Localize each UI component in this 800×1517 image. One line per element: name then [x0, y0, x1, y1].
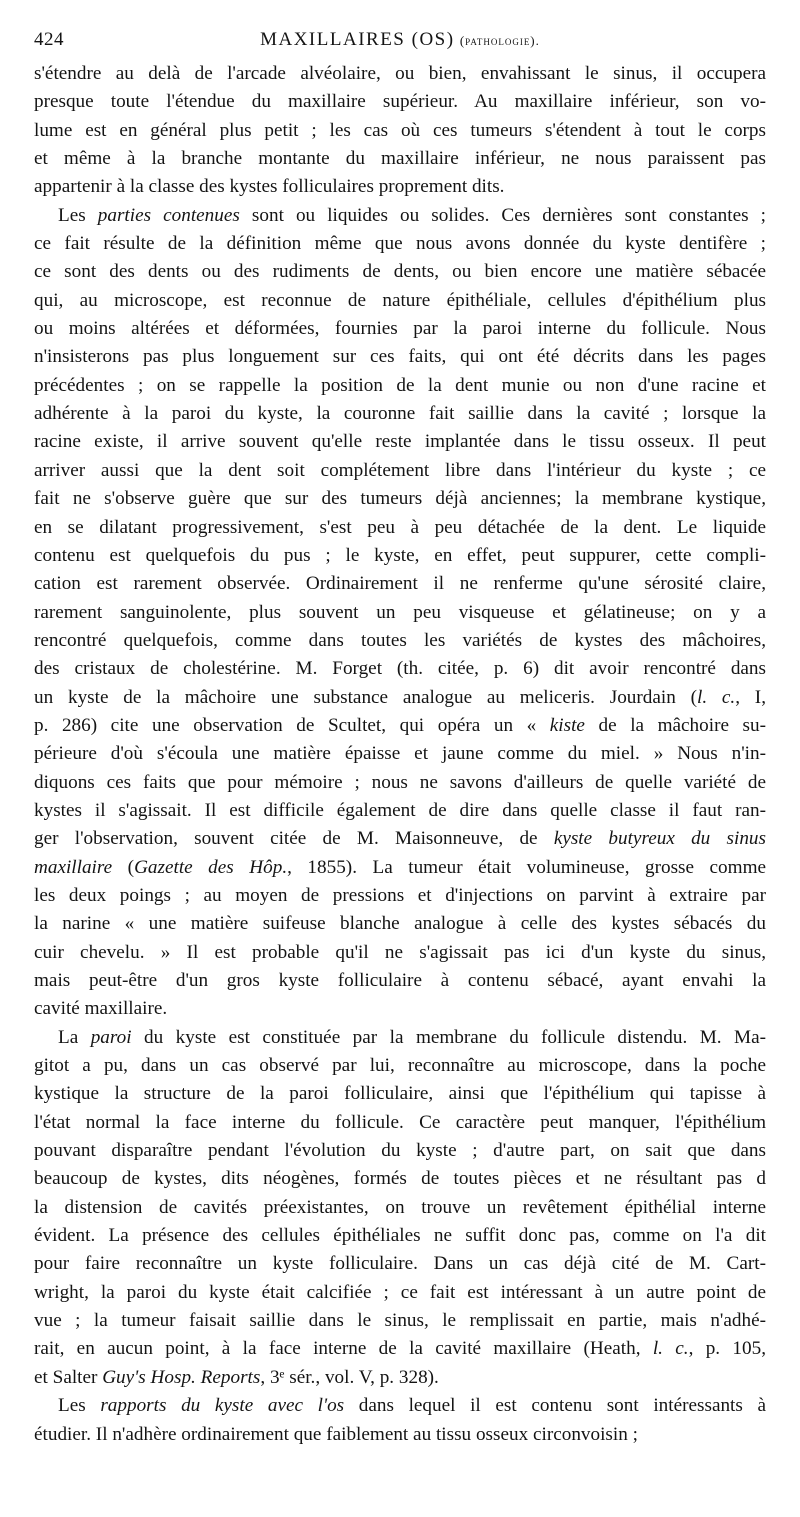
text-run: ( — [112, 856, 135, 878]
text-run: rarement sanguinolente, plus souvent un peu visqueuse et gélatineuse; on y a — [34, 601, 766, 623]
page-number: 424 — [34, 29, 64, 50]
text-run: des cristaux de cholestérine. M. Forget (th. citée, p. 6) dit avoir rencontré dans — [34, 658, 766, 680]
text-line — [34, 173, 766, 201]
text-line — [34, 684, 766, 712]
running-title-sub: (pathologie). — [459, 33, 540, 48]
paragraph — [34, 1024, 766, 1392]
text-run: p. 286) cite une observation de Scultet, qui opéra un « — [34, 714, 550, 736]
text-run: fait ne s'observe guère que sur des tumeurs déjà anciennes; la membrane kystique, — [34, 488, 766, 510]
text-line — [34, 1165, 766, 1193]
text-line — [34, 882, 766, 910]
text-line — [34, 1024, 766, 1052]
text-line — [34, 1109, 766, 1137]
book-page — [34, 20, 766, 1449]
text-run: Les — [58, 1395, 101, 1417]
text-run: périeure d'où s'écoula une matière épaisse et jaune comme du miel. » Nous n'in- — [34, 743, 766, 765]
text-run: un kyste de la mâchoire une substance analogue au meliceris. Jourdain ( — [34, 686, 697, 708]
text-run: ce fait résulte de la définition même que nous avons donnée du kyste dentifère ; — [34, 233, 766, 255]
text-run: du kyste est constituée par la membrane du follicule distendu. M. Ma- — [131, 1026, 766, 1048]
text-line — [34, 825, 766, 853]
text-run: qui, au microscope, est reconnue de nature épithéliale, cellules d'épithélium plus — [34, 289, 766, 311]
text-run: pour faire reconnaître un kyste folliculaire. Dans un cas déjà cité de M. Cart- — [34, 1253, 766, 1275]
text-run: rencontré quelquefois, comme dans toutes les variétés de kystes des mâchoires, — [34, 629, 766, 651]
text-line — [34, 939, 766, 967]
text-run: ce sont des dents ou des rudiments de dents, ou bien encore une matière sébacée — [34, 261, 766, 283]
text-line — [34, 1307, 766, 1335]
text-line — [34, 343, 766, 371]
text-line — [34, 60, 766, 88]
text-run: Les — [58, 204, 98, 226]
text-line — [34, 1335, 766, 1363]
text-run: adhérente à la paroi du kyste, la couronne fait saillie dans la cavité ; lorsque la — [34, 403, 766, 425]
text-run: racine existe, il arrive souvent qu'elle reste implantée dans le tissu osseux. Il peut — [34, 431, 766, 453]
text-line — [34, 740, 766, 768]
text-run: ou moins altérées et déformées, fournies par la paroi interne du follicule. Nous — [34, 318, 766, 340]
italic-run: kyste butyreux du sinus — [553, 828, 766, 850]
text-line — [34, 1250, 766, 1278]
text-run: contenu est quelquefois du pus ; le kyste, en effet, peut suppurer, cette compli- — [34, 544, 766, 566]
italic-run: Gazette des Hôp. — [134, 856, 288, 878]
text-line — [34, 542, 766, 570]
text-line — [34, 967, 766, 995]
text-line — [34, 202, 766, 230]
text-run: arriver aussi que la dent soit complétement libre dans l'intérieur du kyste ; ce — [34, 459, 766, 481]
text-line — [34, 230, 766, 258]
text-line — [34, 655, 766, 683]
text-run: , p. 105, — [688, 1338, 766, 1360]
text-line — [34, 485, 766, 513]
italic-run: paroi — [90, 1026, 132, 1048]
running-head — [34, 20, 766, 60]
paragraph — [34, 202, 766, 1024]
text-run: précédentes ; on se rappelle la position de la dent munie ou non d'une racine et — [34, 374, 766, 396]
text-line — [34, 1392, 766, 1420]
text-run: sont ou liquides ou solides. Ces dernières sont constantes ; — [239, 204, 766, 226]
text-line — [34, 428, 766, 456]
text-line — [34, 258, 766, 286]
text-line — [34, 797, 766, 825]
text-run: la narine « une matière suifeuse blanche analogue à celle des kystes sébacés du — [34, 913, 766, 935]
text-line — [34, 1222, 766, 1250]
text-run: mais peut-être d'un gros kyste folliculaire à contenu sébacé, ayant envahi la — [34, 970, 766, 991]
text-run: La — [58, 1026, 91, 1048]
text-run: kystique la structure de la paroi folliculaire, ainsi que l'épithélium qui tapisse à — [34, 1083, 766, 1105]
italic-run: parties contenues — [97, 204, 240, 226]
text-line — [34, 88, 766, 116]
text-line — [34, 627, 766, 655]
text-line — [34, 995, 766, 1023]
text-run: cuir chevelu. » Il est probable qu'il ne s'agissait pas ici d'un kyste du sinus, — [34, 941, 766, 963]
italic-run: Guy's Hosp. Reports — [102, 1366, 261, 1388]
italic-run: maxillaire — [34, 856, 113, 878]
text-line — [34, 1137, 766, 1165]
text-run: cavité maxillaire. — [34, 998, 168, 1020]
text-run: , I, — [735, 686, 766, 708]
paragraph — [34, 1392, 766, 1449]
text-run: beaucoup de kystes, dits néogènes, formés de toutes pièces et ne résultant pas d — [34, 1168, 766, 1190]
text-line — [34, 1052, 766, 1080]
text-line — [34, 514, 766, 542]
italic-run: rapports du kyste avec l'os — [100, 1395, 345, 1417]
text-run: wright, la paroi du kyste était calcifiée ; ce fait est intéressant à un autre point de — [34, 1281, 766, 1303]
text-line — [34, 315, 766, 343]
text-line — [34, 599, 766, 627]
text-run: l'état normal la face interne du follicule. Ce caractère peut manquer, l'épithélium — [34, 1111, 766, 1133]
text-run: kystes il s'agissait. Il est difficile également de dire dans quelle classe il faut ran- — [34, 799, 766, 821]
paragraph — [34, 60, 766, 202]
text-line — [34, 1279, 766, 1307]
text-line — [34, 117, 766, 145]
text-run: et Salter — [34, 1366, 103, 1388]
text-run: dans lequel il est contenu sont intéressants à — [344, 1395, 766, 1417]
text-run: et même à la branche montante du maxillaire inférieur, ne nous paraissent pas — [34, 148, 766, 170]
text-run: de la mâchoire su- — [584, 714, 766, 736]
text-line — [34, 145, 766, 173]
text-line — [34, 1364, 766, 1392]
text-run: vue ; la tumeur faisait saillie dans le sinus, le remplissait en partie, mais n'adhé- — [34, 1310, 766, 1332]
text-run: n'insisterons pas plus longuement sur ces faits, qui ont été décrits dans les pages — [34, 346, 766, 368]
text-line — [34, 712, 766, 740]
text-line — [34, 287, 766, 315]
text-run: étudier. Il n'adhère ordinairement que faiblement au tissu osseux circonvoisin ; — [34, 1423, 638, 1445]
italic-run: l. c. — [696, 686, 736, 708]
italic-run: kiste — [549, 714, 585, 736]
text-run: , 1855). La tumeur était volumineuse, grosse comme — [287, 856, 766, 878]
text-run: presque toute l'étendue du maxillaire supérieur. Au maxillaire inférieur, son vo- — [34, 91, 766, 113]
text-run: ger l'observation, souvent citée de M. Maisonneuve, de — [34, 828, 554, 850]
text-run: rait, en aucun point, à la face interne de la cavité maxillaire (Heath, — [34, 1338, 653, 1360]
text-line — [34, 910, 766, 938]
text-run: cation est rarement observée. Ordinairement il ne renferme qu'une sérosité claire, — [34, 573, 766, 595]
text-run: gitot a pu, dans un cas observé par lui, reconnaître au microscope, dans la poche — [34, 1055, 766, 1077]
text-run: les deux poings ; au moyen de pressions et d'injections on parvint à extraire par — [34, 884, 766, 906]
text-run: pouvant disparaître pendant l'évolution du kyste ; d'autre part, on sait que dans — [34, 1140, 766, 1162]
text-line — [34, 400, 766, 428]
text-line — [34, 372, 766, 400]
running-title-main: MAXILLAIRES (OS) — [260, 29, 455, 50]
text-run: lume est en général plus petit ; les cas où ces tumeurs s'étendent à tout le corps — [34, 119, 766, 141]
text-line — [34, 769, 766, 797]
text-run: la distension de cavités préexistantes, on trouve un revêtement épithélial interne — [34, 1196, 766, 1218]
text-line — [34, 1080, 766, 1108]
text-run: appartenir à la classe des kystes folliculaires proprement dits. — [34, 176, 505, 198]
text-run: diquons ces faits que pour mémoire ; nous ne savons d'ailleurs de quelle variété de — [34, 771, 766, 793]
text-line — [34, 854, 766, 882]
text-line — [34, 1421, 766, 1449]
text-run: évident. La présence des cellules épithéliales ne suffit donc pas, comme on l'a dit — [34, 1225, 766, 1247]
text-line — [34, 1194, 766, 1222]
text-run: s'étendre au delà de l'arcade alvéolaire, ou bien, envahissant le sinus, il occupera — [34, 63, 766, 84]
text-run: en se dilatant progressivement, s'est peu à peu détachée de la dent. Le liquide — [34, 516, 766, 538]
text-run: , 3ᵉ sér., vol. V, p. 328). — [260, 1366, 439, 1388]
italic-run: l. c. — [652, 1338, 689, 1360]
text-line — [34, 570, 766, 598]
text-line — [34, 457, 766, 485]
running-title — [34, 20, 766, 61]
body-text — [34, 60, 766, 1449]
